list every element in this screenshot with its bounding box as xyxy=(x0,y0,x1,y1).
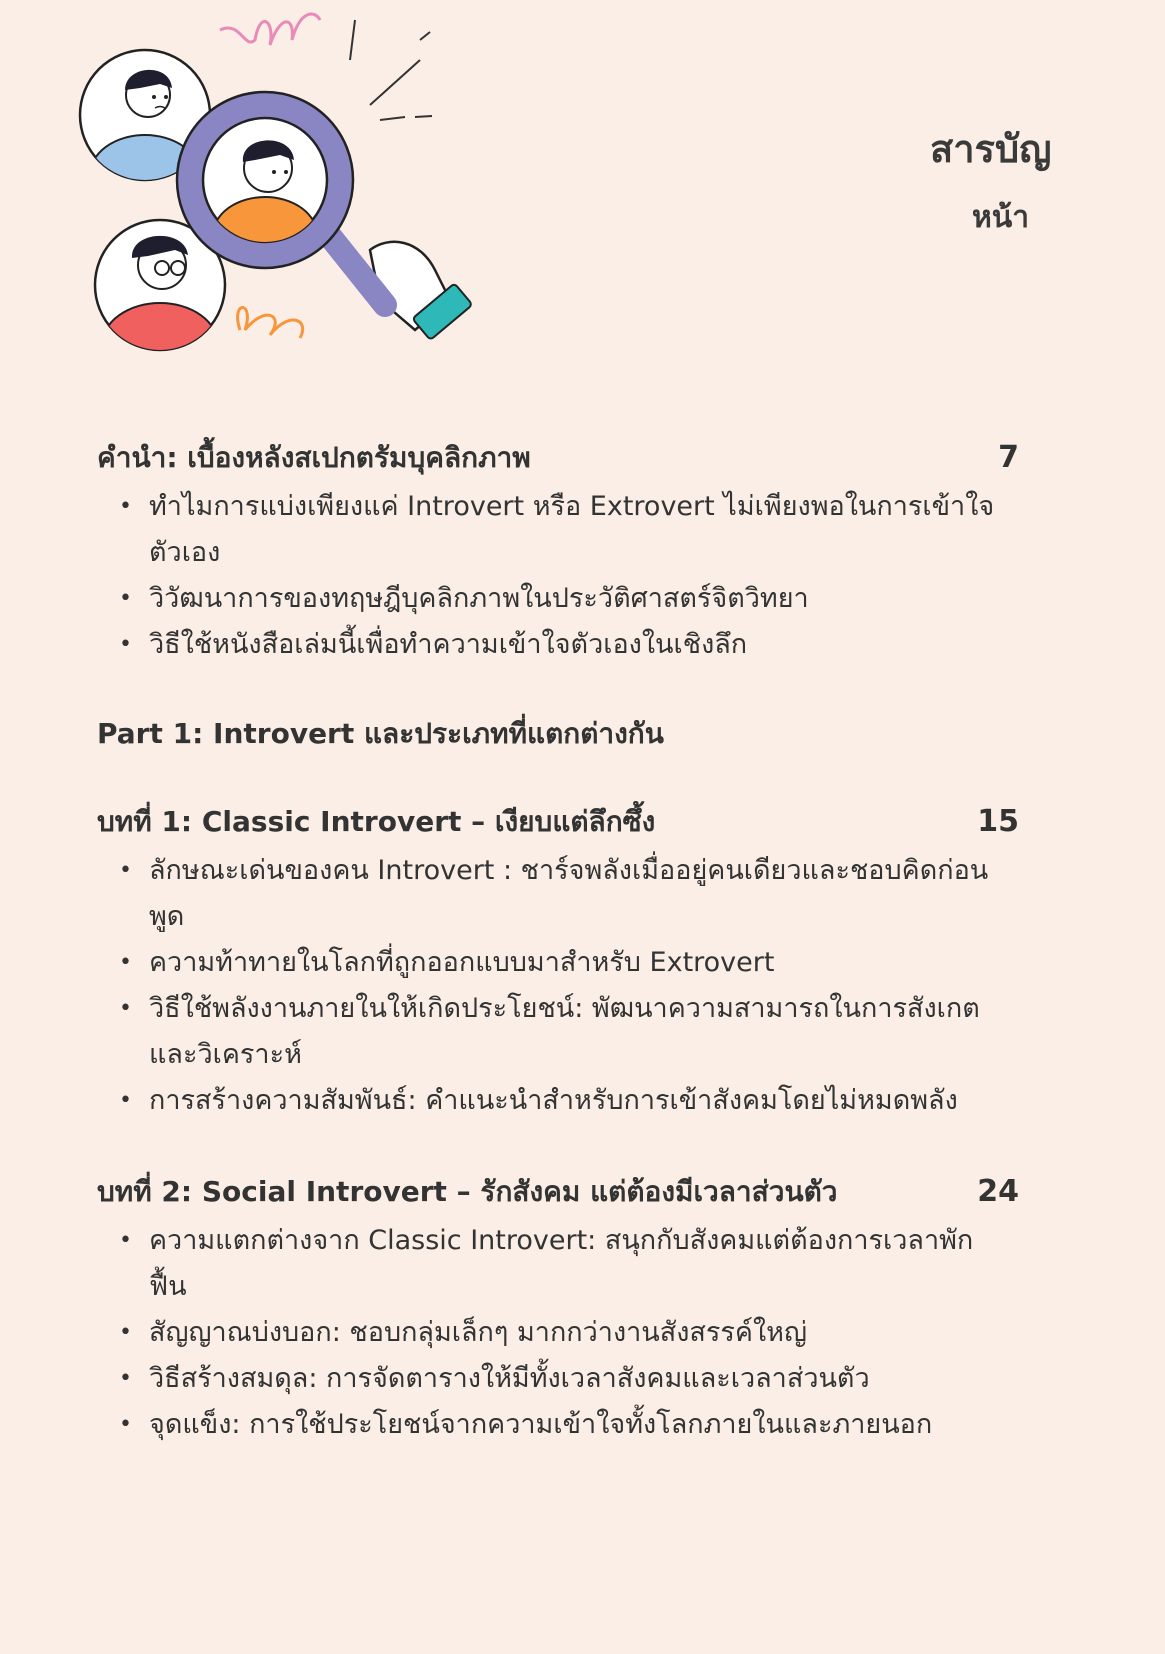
section-chapter1 xyxy=(97,800,1097,1124)
section-title: คำนำ: เบื้องหลังสเปกตรัมบุคลิกภาพ xyxy=(97,441,531,474)
list-item: • สัญญาณบ่งบอก: ชอบกลุ่มเล็กๆ มากกว่างานสังสรรค์ใหญ่ xyxy=(97,1310,1009,1356)
list-item: • ทำไมการแบ่งเพียงแค่ Introvert หรือ Extrovert ไม่เพียงพอในการเข้าใจตัวเอง xyxy=(97,484,1009,576)
section-items xyxy=(97,848,1097,1124)
section-chapter2 xyxy=(97,1170,1097,1448)
page-column-heading: หน้า xyxy=(972,200,1030,235)
section-items xyxy=(97,484,1097,668)
section-intro xyxy=(97,436,1097,668)
pink-squiggle-decoration xyxy=(220,14,320,45)
list-item: • วิวัฒนาการของทฤษฎีบุคลิกภาพในประวัติศาสตร์จิตวิทยา xyxy=(97,576,1009,622)
section-page-number: 7 xyxy=(998,440,1019,475)
list-item: • ความท้าทายในโลกที่ถูกออกแบบมาสำหรับ Extrovert xyxy=(97,940,1009,986)
section-items xyxy=(97,1218,1097,1448)
toc-title: สารบัญ xyxy=(930,127,1052,171)
section-title: บทที่ 1: Classic Introvert – เงียบแต่ลึกซึ้ง xyxy=(97,805,656,838)
list-item: • การสร้างความสัมพันธ์: คำแนะนำสำหรับการเข้าสังคมโดยไม่หมดพลัง xyxy=(97,1078,1009,1124)
section-page-number: 15 xyxy=(977,804,1019,839)
list-item: • วิธีสร้างสมดุล: การจัดตารางให้มีทั้งเวลาสังคมและเวลาส่วนตัว xyxy=(97,1356,1009,1402)
list-item: • วิธีใช้พลังงานภายในให้เกิดประโยชน์: พัฒนาความสามารถในการสังเกตและวิเคราะห์ xyxy=(97,986,1009,1078)
list-item: • จุดแข็ง: การใช้ประโยชน์จากความเข้าใจทั้งโลกภายในและภายนอก xyxy=(97,1402,1009,1448)
part-title: Part 1: Introvert และประเภทที่แตกต่างกัน xyxy=(97,717,664,750)
orange-squiggle-decoration xyxy=(238,308,303,339)
section-part1 xyxy=(97,712,1097,756)
burst-lines-decoration xyxy=(350,20,432,120)
section-page-number: 24 xyxy=(977,1174,1019,1209)
magnifier-people-illustration xyxy=(70,0,490,380)
list-item: • ลักษณะเด่นของคน Introvert : ชาร์จพลังเมื่ออยู่คนเดียวและชอบคิดก่อนพูด xyxy=(97,848,1009,940)
toc-content xyxy=(97,436,1097,1448)
list-item: • วิธีใช้หนังสือเล่มนี้เพื่อทำความเข้าใจตัวเองในเชิงลึก xyxy=(97,622,1009,668)
section-title: บทที่ 2: Social Introvert – รักสังคม แต่ต้องมีเวลาส่วนตัว xyxy=(97,1175,838,1208)
list-item: • ความแตกต่างจาก Classic Introvert: สนุกกับสังคมแต่ต้องการเวลาพักฟื้น xyxy=(97,1218,1009,1310)
